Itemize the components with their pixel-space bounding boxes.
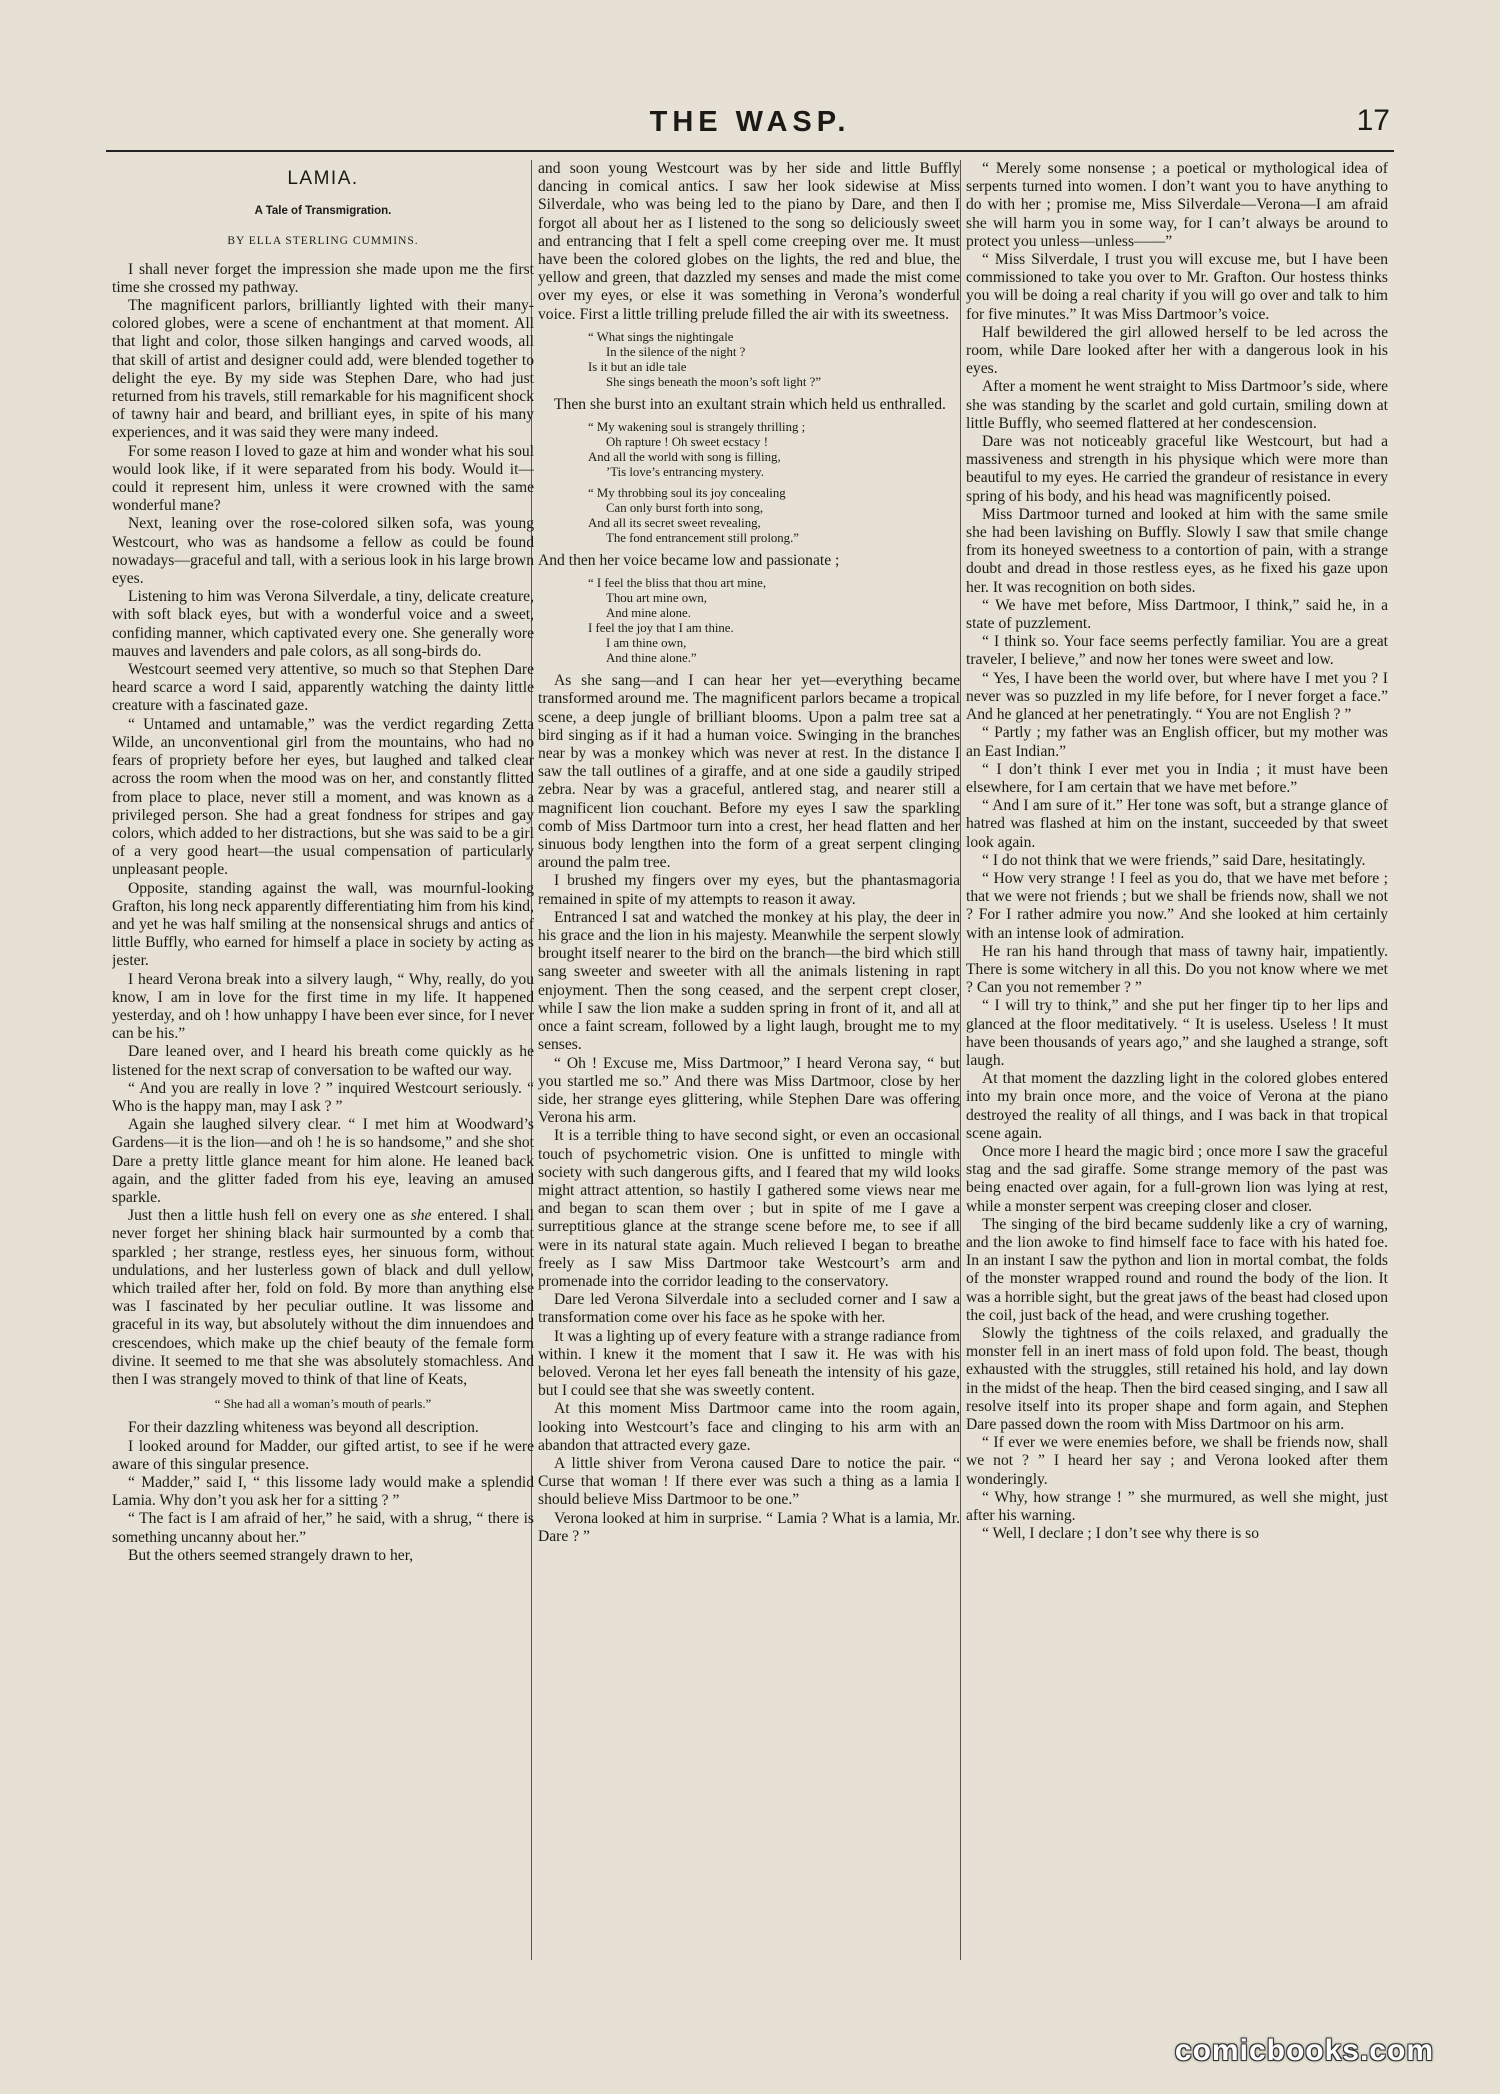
paragraph: A little shiver from Verona caused Dare to notice the pair. “ Curse that woman ! If there ever was such a thing as a lamia I should believe Miss Dartmoor to be one.” — [538, 1454, 960, 1509]
paragraph: Slowly the tightness of the coils relaxed, and gradually the monster fell in an inert mass of fold upon fold. The beast, though exhausted with the struggles, still retained his hold, and lay down in the midst of the heap. Then the bird ceased singing, and I saw all resolve itself into its proper shape and form again, and Stephen Dare passed down the room with Miss Dartmoor on his arm. — [966, 1325, 1388, 1434]
verse — [588, 576, 960, 666]
verse-line: “ My wakening soul is strangely thrilling ; — [588, 420, 806, 435]
verse-line: And thine alone.” — [606, 651, 697, 666]
paragraph: Half bewildered the girl allowed herself to be led across the room, while Dare looked after her with a dangerous look in his eyes. — [966, 323, 1388, 378]
paragraph: “ The fact is I am afraid of her,” he said, with a shrug, “ there is something uncanny about her.” — [112, 1510, 534, 1546]
paragraph: Again she laughed silvery clear. “ I met him at Woodward’s Gardens—it is the lion—and oh ! he is so handsome,” and she shot Dare a pretty little glance meant for him alone. He leaned back again, and the glitter faded from his eye, leaving an amused sparkle. — [112, 1116, 534, 1206]
keats-quote: “ She had all a woman’s mouth of pearls.” — [214, 1397, 432, 1412]
paragraph: “ And you are really in love ? ” inquired Westcourt seriously. “ Who is the happy man, may I ask ? ” — [112, 1079, 534, 1115]
paragraph: “ I do not think that we were friends,” said Dare, hesitatingly. — [982, 851, 1366, 869]
verse — [588, 330, 960, 390]
verse-line: Can only burst forth into song, — [606, 501, 764, 516]
page-number: 17 — [1356, 104, 1390, 137]
paragraph: For some reason I loved to gaze at him and wonder what his soul would look like, if it were separated from his body. Would it—could it represent him, unless it were crowned with the same wonderful mane? — [112, 442, 534, 515]
paragraph: He ran his hand through that mass of tawny hair, impatiently. There is some witchery in all this. Do you not know where we met ? Can you not remember ? ” — [966, 942, 1388, 997]
paragraph: I shall never forget the impression she made upon me the first time she crossed my pathway. — [112, 260, 534, 296]
verse-line: She sings beneath the moon’s soft light ?” — [606, 374, 822, 389]
paragraph — [112, 1207, 534, 1389]
verse-line: In the silence of the night ? — [606, 344, 746, 359]
verse-line: The fond entrancement still prolong.” — [606, 531, 799, 546]
column-2 — [538, 160, 960, 1960]
paragraph: Listening to him was Verona Silverdale, a tiny, delicate creature, with soft black eyes, but with a wonderful voice and a sweet, confiding manner, which captivated every one. She generally wore mauves and lavenders and pale colors, as all song-birds do. — [112, 588, 534, 660]
watermark: comicbooks.com — [1174, 2034, 1434, 2067]
verse-line: “ I feel the bliss that thou art mine, — [588, 576, 767, 591]
paragraph: “ Merely some nonsense ; a poetical or mythological idea of serpents turned into women. I don’t want you to have anything to do with her ; promise me, Miss Silverdale—Verona—I am afraid she will harm you in some way, for I can’t always be around to protect you unless—unless——” — [966, 160, 1388, 250]
paragraph: “ Madder,” said I, “ this lissome lady would make a splendid Lamia. Why don’t you ask her for a sitting ? ” — [112, 1474, 534, 1510]
column-3 — [966, 160, 1388, 1960]
paragraph: At this moment Miss Dartmoor came into the room again, looking into Westcourt’s face and clinging to his arm with an abandon that attracted every gaze. — [538, 1400, 960, 1454]
paragraph: At that moment the dazzling light in the colored globes entered into my brain once more, and the voice of Verona at the piano destroyed the reality of all things, and I was back in that tropical scene again. — [966, 1070, 1388, 1142]
emphasis: she — [410, 1207, 432, 1225]
paragraph: “ Well, I declare ; I don’t see why there is so — [982, 1525, 1260, 1543]
paragraph-text: entered. I shall never forget her shining black hair surmounted by a comb that sparkled ; her strange, restless eyes, her sinuous form, without undulations, and her lusterless gown of black and dull yellow, which trailed after her, fold on fold. By more than anything else was I fascinated by her peculiar outline. It was lissome and graceful in its way, but absolutely without the dim innuendoes and crescendoes, which make up the chief beauty of the female form divine. It seemed to me that she was absolutely stomachless. And then I was strangely moved to think of that line of Keats, — [112, 1207, 534, 1388]
verse-line: I am thine own, — [606, 636, 687, 651]
paragraph: Then she burst into an exultant strain which held us enthralled. — [554, 395, 946, 413]
story-title: LAMIA. — [287, 168, 359, 189]
column-divider — [960, 160, 961, 1960]
verse-line: I feel the joy that I am thine. — [588, 621, 734, 636]
paragraph: “ If ever we were enemies before, we shall be friends now, shall we not ? ” I heard her say ; and Verona looked after them wonderingly. — [966, 1434, 1388, 1488]
paragraph: The singing of the bird became suddenly like a cry of warning, and the lion awoke to find himself face to face with his hated foe. In an instant I saw the python and lion in mortal combat, the folds of the monster wrapped round and round the body of the lion. It was a horrible sight, but the great jaws of the beast had closed upon the coil, just back of the head, and were crushing together. — [966, 1215, 1388, 1324]
paragraph: “ Yes, I have been the world over, but where have I met you ? I never was so puzzled in my life before, for I never forget a face.” And he glanced at her penetratingly. “ You are not English ? ” — [966, 669, 1388, 724]
paragraph: Dare was not noticeably graceful like Westcourt, but had a massiveness and strength in his physique which were more than beautiful to my eyes. He carried the grandeur of resistance in every spring of his body, and his head was magnificently poised. — [966, 433, 1388, 505]
paragraph: It is a terrible thing to have second sight, or even an occasional touch of psychometric vision. One is unfitted to mingle with society with such dangerous gifts, and I feared that my wild looks might attract attention, so hastily I gathered some views near me and began to scan them over ; but in spite of me I gave a surreptitious glance at the strange scene before me, to see if all were in its natural state again. Much relieved I began to breathe freely as I saw Miss Dartmoor take Westcourt’s arm and promenade into the corridor leading to the conservatory. — [538, 1127, 960, 1290]
masthead: THE WASP. — [649, 106, 851, 138]
byline: BY ELLA STERLING CUMMINS. — [227, 235, 419, 248]
paragraph: “ Why, how strange ! ” she murmured, as well she might, just after his warning. — [966, 1488, 1388, 1525]
paragraph: “ Partly ; my father was an English officer, but my mother was an East Indian.” — [966, 724, 1388, 760]
verse-line: And all the world with song is filling, — [588, 450, 781, 465]
paragraph: Next, leaning over the rose-colored silken sofa, was young Westcourt, who was as handsome a fellow as could be found nowadays—graceful and tall, with a serious look in his large brown eyes. — [112, 515, 534, 588]
paragraph: “ We have met before, Miss Dartmoor, I think,” said he, in a state of puzzlement. — [966, 596, 1388, 633]
paragraph: “ I don’t think I ever met you in India ; it must have been elsewhere, for I am certain that we have met before.” — [966, 760, 1388, 796]
paragraph: “ Untamed and untamable,” was the verdict regarding Zetta Wilde, an unconventional girl from the mountains, who had no fears of propriety before her eyes, but laughed and talked clear across the room when the mood was on her, and constantly flitted from place to place, never still a moment, and was known as a privileged person. She had a great fondness for stripes and gay colors, which added to her distractions, but she was said to be a girl of a very good heart—the usual compensation of particularly unpleasant people. — [112, 715, 534, 879]
paragraph: The magnificent parlors, brilliantly lighted with their many-colored globes, were a scene of enchantment at that moment. All that light and color, those silken hangings and carved woods, all that skill of artist and designer could add, were blended together to delight the eye. By my side was Stephen Dare, who had just returned from his travels, still remarkable for his magnificent shock of tawny hair and beard, and brilliant eyes, in spite of his many experiences, and it was said they were many indeed. — [112, 297, 534, 442]
paragraph: And then her voice became low and passionate ; — [538, 552, 840, 570]
paragraph: “ Oh ! Excuse me, Miss Dartmoor,” I heard Verona say, “ but you startled me so.” And there was Miss Dartmoor, close by her side, her strange eyes glittering, while Stephen Dare was offering Verona his arm. — [538, 1054, 960, 1127]
paragraph-text: Just then a little hush fell on every one as — [128, 1207, 411, 1225]
paragraph: Verona looked at him in surprise. “ Lamia ? What is a lamia, Mr. Dare ? ” — [538, 1509, 960, 1545]
verse — [588, 420, 960, 480]
story-subtitle: A Tale of Transmigration. — [254, 205, 392, 218]
paragraph: Once more I heard the magic bird ; once more I saw the graceful stag and the sad giraffe. Some strange memory of the past was being enacted over again, for a full-grown lion was lying at rest, while a monster serpent was creeping closer and closer. — [966, 1142, 1388, 1215]
verse-line: Thou art mine own, — [606, 591, 707, 606]
verse — [588, 486, 960, 546]
paragraph: “ And I am sure of it.” Her tone was soft, but a strange glance of hatred was flashed at him on the instant, succeeded by that sweet look again. — [966, 797, 1388, 851]
header-rule — [106, 150, 1394, 152]
paragraph: Westcourt seemed very attentive, so much so that Stephen Dare heard scarce a word I said, apparently watching the dainty little creature with a fascinated gaze. — [112, 661, 534, 715]
paragraph: “ Miss Silverdale, I trust you will excuse me, but I have been commissioned to take you over to Mr. Grafton. Our hostess thinks you will be doing a real charity if you will go over and talk to him for five minutes.” It was Miss Dartmoor’s voice. — [966, 251, 1388, 323]
paragraph: I looked around for Madder, our gifted artist, to see if he were aware of this singular presence. — [112, 1437, 534, 1473]
paragraph: I brushed my fingers over my eyes, but the phantasmagoria remained in spite of my attempts to reason it away. — [538, 872, 960, 908]
paragraph: “ I will try to think,” and she put her finger tip to her lips and glanced at the floor meditatively. “ It is useless. Useless ! It must have been thousands of years ago,” and she laughed a strange, soft laugh. — [966, 997, 1388, 1069]
verse-line: Is it but an idle tale — [588, 359, 687, 374]
paragraph: Opposite, standing against the wall, was mournful-looking Grafton, his long neck apparently differentiating him from his kind, and yet he was half smiling at the nonsensical shrugs and antics of little Buffly, who earned for himself a place in society by acting as jester. — [112, 879, 534, 970]
paragraph: “ How very strange ! I feel as you do, that we have met before ; that we were not friends ; but we shall be friends now, shall we not ? For I rather admire you now.” And she looked at him certainly with an intense look of admiration. — [966, 869, 1388, 942]
paragraph: As she sang—and I can hear her yet—everything became transformed around me. The magnificent parlors became a tropical scene, a deep jungle of brilliant blooms. Upon a palm tree sat a bird singing as if it had a human voice. Swinging in the branches near by was a monkey which was never at rest. In the distance I saw the tall outlines of a giraffe, and at one side a gaudily striped zebra. Near by was a graceful, antlered stag, and nearer still a magnificent lion couchant. Before my eyes I saw the sparkling comb of Miss Dartmoor turn into a crest, her head flatten and her sinuous body lengthen into the form of a great serpent clinging around the palm tree. — [538, 672, 960, 872]
verse-line: “ What sings the nightingale — [588, 329, 734, 344]
paragraph: Dare leaned over, and I heard his breath come quickly as he listened for the next scrap of conversation to be wafted our way. — [112, 1043, 534, 1079]
paragraph: I heard Verona break into a silvery laugh, “ Why, really, do you know, I am in love for the first time in my life. It happened yesterday, and oh ! how unhappy I have been ever since, for I never can be his.” — [112, 970, 534, 1043]
paragraph: After a moment he went straight to Miss Dartmoor’s side, where she was standing by the scarlet and gold curtain, smiling down at little Buffly, who seemed flattered at her condescension. — [966, 378, 1388, 432]
paragraph: Entranced I sat and watched the monkey at his play, the deer in his grace and the lion in his majesty. Meanwhile the serpent slowly brought itself nearer to the bird on the branch—the bird which still sang sweeter and sweeter with all the animals listening in rapt enjoyment. Then the song ceased, and the serpent crept closer, while I saw the lion make a sudden spring in front of it, and all at once a faint scream, followed by a light laugh, brought me to my senses. — [538, 908, 960, 1054]
verse-line: And all its secret sweet revealing, — [588, 516, 761, 531]
paragraph: Miss Dartmoor turned and looked at him with the same smile she had been lavishing on Buffly. Slowly I saw that smile change from its honeyed sweetness to a contortion of pain, with a strange doubt and dread in those restless eyes, as he fixed his gaze upon her. It was recognition on both sides. — [966, 505, 1388, 596]
verse-line: Oh rapture ! Oh sweet ecstacy ! — [606, 435, 769, 450]
verse-line: And mine alone. — [606, 606, 691, 621]
paragraph: “ I think so. Your face seems perfectly familiar. You are a great traveler, I believe,” and now her tones were sweet and low. — [966, 633, 1388, 669]
verse-line: ’Tis love’s entrancing mystery. — [606, 465, 764, 480]
paragraph: But the others seemed strangely drawn to her, — [128, 1546, 414, 1564]
paragraph: It was a lighting up of every feature with a strange radiance from within. I knew it the moment that I saw it. He was with his beloved. Verona let her eyes fall beneath the intensity of his gaze, but I could see that she was sweetly content. — [538, 1327, 960, 1400]
paragraph: For their dazzling whiteness was beyond all description. — [128, 1419, 479, 1437]
paragraph: Dare led Verona Silverdale into a secluded corner and I saw a transformation come over his face as he spoke with her. — [538, 1291, 960, 1327]
paragraph: and soon young Westcourt was by her side and little Buffly dancing in comical antics. I saw her look sidewise at Miss Silverdale, who was being led to the piano by Dare, and then I forgot all about her as I listened to the song so deliciously sweet and entrancing that I felt a spell come creeping over me. It must have been the colored globes on the lights, the red and blue, the yellow and green, that dazzled my senses and made the mist come over my eyes, or else it was something in Verona’s wonderful voice. First a little trilling prelude filled the air with its sweetness. — [538, 160, 960, 323]
column-1 — [112, 160, 534, 1960]
verse-line: “ My throbbing soul its joy concealing — [588, 486, 786, 501]
page-header — [106, 100, 1394, 146]
